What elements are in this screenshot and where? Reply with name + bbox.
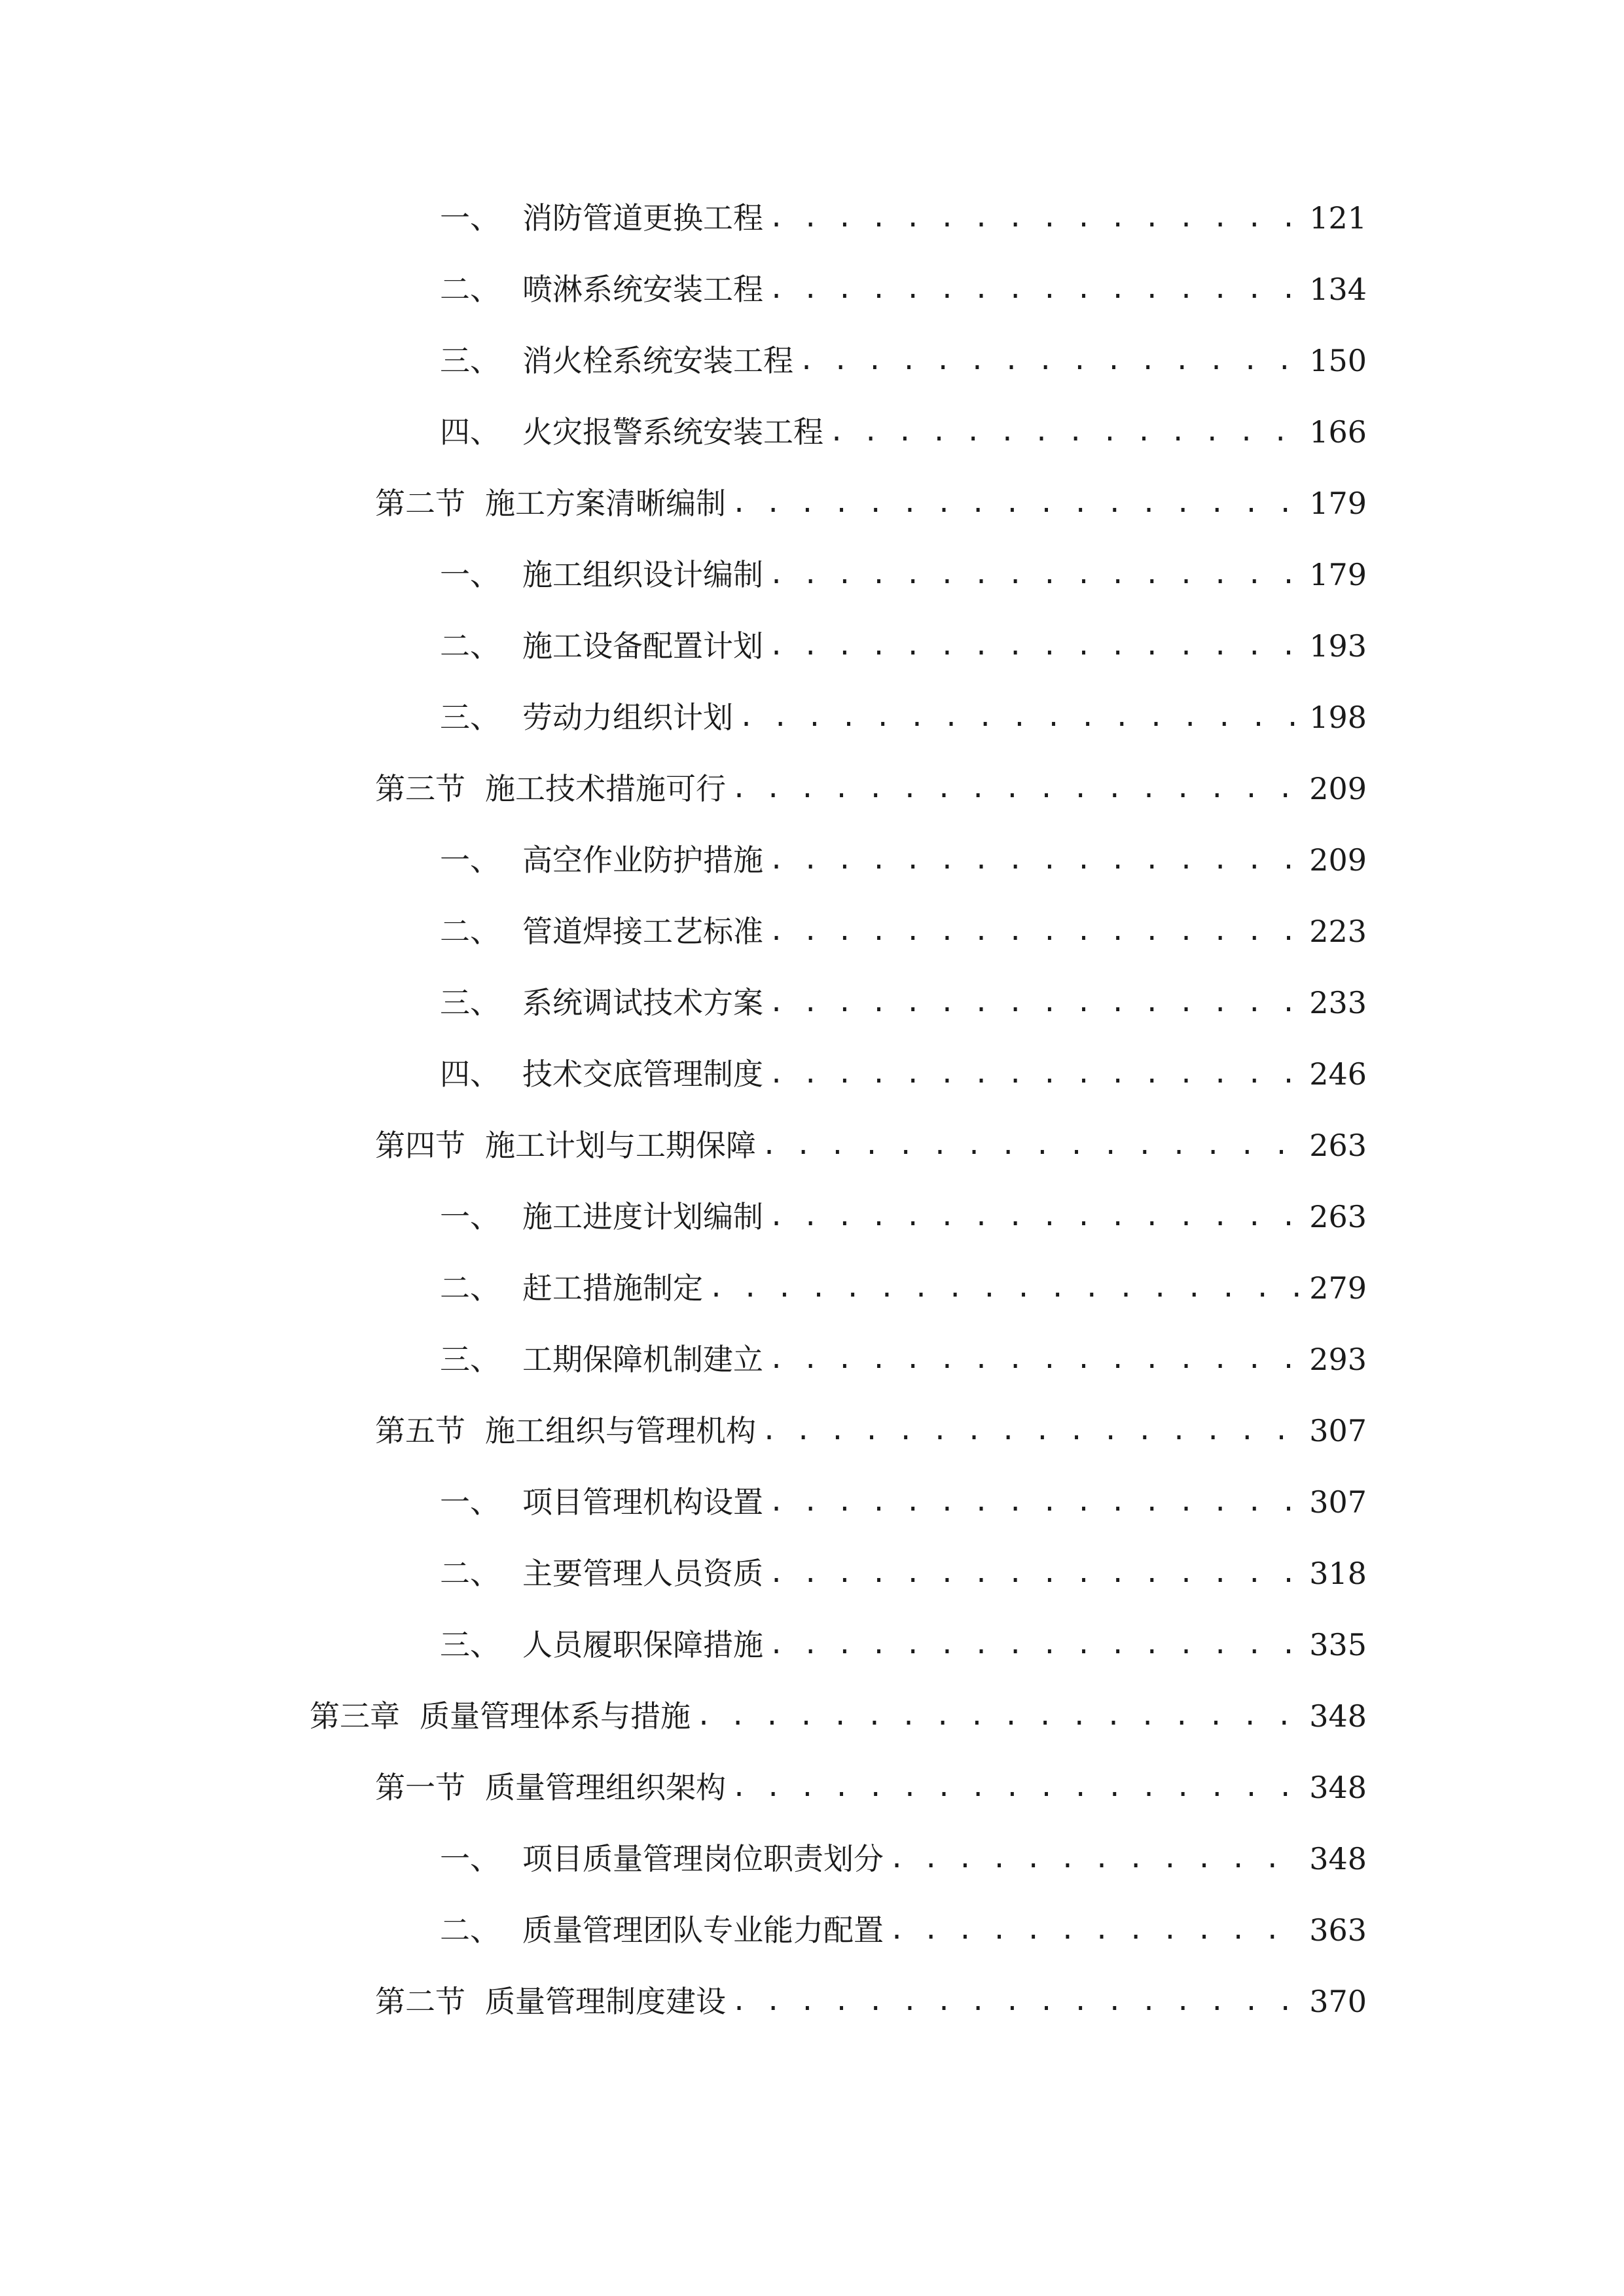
entry-title: 消防管道更换工程 — [522, 200, 763, 236]
entry-title: 施工组织设计编制 — [522, 557, 763, 592]
entry-title: 人员履职保障措施 — [522, 1627, 763, 1662]
toc-entry[interactable] — [440, 1048, 1367, 1100]
entry-number: 一、 — [440, 557, 500, 592]
toc-entry[interactable] — [440, 1619, 1367, 1671]
entry-title: 质量管理制度建设 — [485, 1984, 726, 2019]
entry-number: 第一节 — [375, 1770, 465, 1805]
dot-leader — [799, 334, 1301, 387]
toc-entry[interactable] — [440, 691, 1367, 744]
dot-leader — [829, 406, 1301, 458]
dot-leader — [768, 548, 1301, 601]
dot-leader — [731, 1761, 1301, 1814]
toc-entry[interactable] — [310, 1690, 1367, 1742]
toc-entry[interactable] — [440, 334, 1367, 387]
toc-entry[interactable] — [440, 263, 1367, 315]
dot-leader — [708, 1262, 1301, 1314]
toc-entry[interactable] — [375, 1975, 1367, 2028]
entry-page-number: 134 — [1309, 272, 1367, 307]
entry-title: 系统调试技术方案 — [522, 985, 763, 1020]
toc-entry[interactable] — [440, 1476, 1367, 1528]
dot-leader — [889, 1904, 1301, 1956]
entry-title: 施工组织与管理机构 — [485, 1413, 756, 1448]
entry-title: 施工技术措施可行 — [485, 771, 726, 806]
entry-page-number: 348 — [1309, 1841, 1367, 1876]
entry-title: 工期保障机制建立 — [522, 1342, 763, 1377]
entry-number: 第三章 — [310, 1698, 400, 1734]
dot-leader — [768, 1476, 1301, 1528]
entry-number: 二、 — [440, 272, 500, 307]
entry-page-number: 348 — [1309, 1698, 1367, 1734]
toc-entry[interactable] — [440, 1833, 1367, 1885]
dot-leader — [768, 1547, 1301, 1600]
entry-title: 高空作业防护措施 — [522, 842, 763, 878]
entry-title: 消火栓系统安装工程 — [522, 343, 793, 378]
entry-number: 一、 — [440, 1841, 500, 1876]
dot-leader — [768, 1048, 1301, 1100]
entry-number: 三、 — [440, 985, 500, 1020]
toc-entry[interactable] — [440, 1262, 1367, 1314]
entry-number: 三、 — [440, 1627, 500, 1662]
toc-entry[interactable] — [440, 905, 1367, 958]
entry-page-number: 307 — [1309, 1484, 1367, 1520]
entry-number: 二、 — [440, 1912, 500, 1948]
entry-page-number: 307 — [1309, 1413, 1367, 1448]
entry-number: 四、 — [440, 1056, 500, 1092]
entry-title: 管道焊接工艺标准 — [522, 914, 763, 949]
entry-page-number: 263 — [1309, 1199, 1367, 1234]
entry-number: 二、 — [440, 1270, 500, 1306]
toc-entry[interactable] — [440, 1333, 1367, 1386]
dot-leader — [768, 1333, 1301, 1386]
dot-leader — [768, 620, 1301, 672]
entry-number: 第五节 — [375, 1413, 465, 1448]
dot-leader — [768, 192, 1301, 244]
dot-leader — [768, 905, 1301, 958]
dot-leader — [731, 1975, 1301, 2028]
entry-page-number: 209 — [1309, 771, 1367, 806]
toc-entry[interactable] — [440, 406, 1367, 458]
entry-number: 第四节 — [375, 1128, 465, 1163]
entry-page-number: 363 — [1309, 1912, 1367, 1948]
entry-title: 施工设备配置计划 — [522, 628, 763, 664]
entry-number: 第三节 — [375, 771, 465, 806]
entry-page-number: 348 — [1309, 1770, 1367, 1805]
entry-page-number: 279 — [1309, 1270, 1367, 1306]
entry-page-number: 246 — [1309, 1056, 1367, 1092]
dot-leader — [738, 691, 1301, 744]
toc-entry[interactable] — [440, 1191, 1367, 1243]
entry-page-number: 198 — [1309, 700, 1367, 735]
toc-entry[interactable] — [375, 1405, 1367, 1457]
dot-leader — [768, 834, 1301, 886]
dot-leader — [768, 1619, 1301, 1671]
entry-number: 第二节 — [375, 486, 465, 521]
toc-entry[interactable] — [375, 762, 1367, 815]
entry-page-number: 233 — [1309, 985, 1367, 1020]
entry-page-number: 193 — [1309, 628, 1367, 664]
entry-page-number: 335 — [1309, 1627, 1367, 1662]
toc-entry[interactable] — [375, 1119, 1367, 1172]
dot-leader — [731, 477, 1301, 529]
entry-number: 二、 — [440, 914, 500, 949]
entry-number: 一、 — [440, 842, 500, 878]
entry-title: 主要管理人员资质 — [522, 1556, 763, 1591]
entry-title: 质量管理组织架构 — [485, 1770, 726, 1805]
entry-number: 一、 — [440, 200, 500, 236]
toc-entry[interactable] — [440, 548, 1367, 601]
entry-page-number: 318 — [1309, 1556, 1367, 1591]
dot-leader — [889, 1833, 1301, 1885]
entry-number: 一、 — [440, 1199, 500, 1234]
toc-entry[interactable] — [440, 1547, 1367, 1600]
entry-title: 施工计划与工期保障 — [485, 1128, 756, 1163]
entry-number: 三、 — [440, 700, 500, 735]
entry-page-number: 209 — [1309, 842, 1367, 878]
dot-leader — [731, 762, 1301, 815]
entry-number: 一、 — [440, 1484, 500, 1520]
dot-leader — [768, 263, 1301, 315]
dot-leader — [761, 1405, 1301, 1457]
entry-page-number: 293 — [1309, 1342, 1367, 1377]
entry-title: 技术交底管理制度 — [522, 1056, 763, 1092]
entry-page-number: 179 — [1309, 486, 1367, 521]
toc-entry[interactable] — [440, 977, 1367, 1029]
entry-page-number: 370 — [1309, 1984, 1367, 2019]
toc-entry[interactable] — [375, 1761, 1367, 1814]
entry-page-number: 263 — [1309, 1128, 1367, 1163]
entry-number: 三、 — [440, 343, 500, 378]
toc-entry[interactable] — [440, 1904, 1367, 1956]
entry-page-number: 150 — [1309, 343, 1367, 378]
entry-number: 二、 — [440, 628, 500, 664]
entry-title: 项目管理机构设置 — [522, 1484, 763, 1520]
entry-title: 项目质量管理岗位职责划分 — [522, 1841, 884, 1876]
entry-title: 质量管理团队专业能力配置 — [522, 1912, 884, 1948]
entry-page-number: 166 — [1309, 414, 1367, 450]
entry-title: 喷淋系统安装工程 — [522, 272, 763, 307]
dot-leader — [768, 977, 1301, 1029]
entry-number: 第二节 — [375, 1984, 465, 2019]
entry-number: 四、 — [440, 414, 500, 450]
entry-title: 火灾报警系统安装工程 — [522, 414, 823, 450]
entry-title: 施工方案清晰编制 — [485, 486, 726, 521]
entry-page-number: 179 — [1309, 557, 1367, 592]
entry-title: 赶工措施制定 — [522, 1270, 703, 1306]
dot-leader — [696, 1690, 1301, 1742]
dot-leader — [768, 1191, 1301, 1243]
entry-number: 三、 — [440, 1342, 500, 1377]
dot-leader — [761, 1119, 1301, 1172]
toc-entry[interactable] — [440, 192, 1367, 244]
entry-title: 施工进度计划编制 — [522, 1199, 763, 1234]
entry-page-number: 223 — [1309, 914, 1367, 949]
entry-number: 二、 — [440, 1556, 500, 1591]
toc-entry[interactable] — [375, 477, 1367, 529]
entry-page-number: 121 — [1309, 200, 1367, 236]
entry-title: 质量管理体系与措施 — [420, 1698, 691, 1734]
toc-entry[interactable] — [440, 620, 1367, 672]
toc-entry[interactable] — [440, 834, 1367, 886]
entry-title: 劳动力组织计划 — [522, 700, 733, 735]
